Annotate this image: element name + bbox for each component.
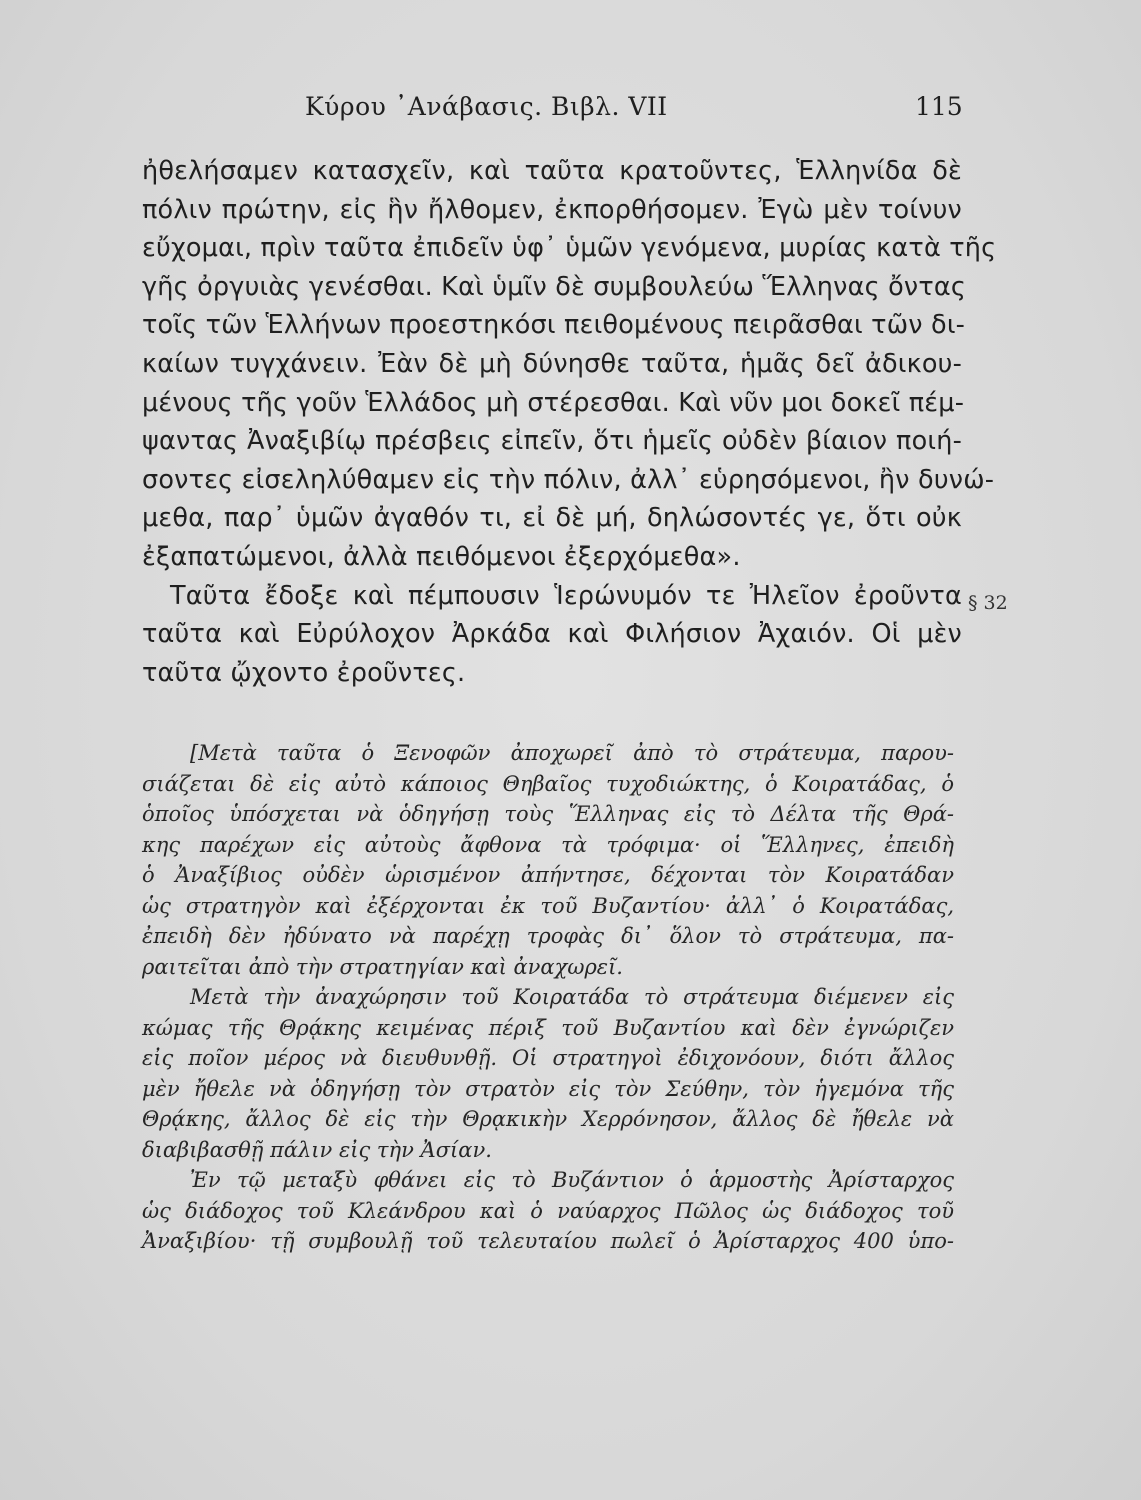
text-line: ἠθελήσαμεν κατασχεῖν, καὶ ταῦτα κρατοῦντες, Ἑλληνίδα δὲ: [142, 156, 962, 186]
text-line: ψαντας Ἀναξιβίῳ πρέσβεις εἰπεῖν, ὅτι ἡμεῖς οὐδὲν βίαιον ποιή-: [142, 426, 962, 457]
running-head: [0, 92, 1141, 132]
text-line: μένους τῆς γοῦν Ἑλλάδος μὴ στέρεσθαι. Καὶ νῦν μοι δοκεῖ πέμ-: [142, 387, 965, 418]
summary-line: εἰς ποῖον μέρος νὰ διευθυνθῇ. Οἱ στρατηγοὶ ἐδιχονόουν, διότι ἄλλος: [142, 1046, 954, 1070]
summary-line: διαβιβασθῇ πάλιν εἰς τὴν Ἀσίαν.: [142, 1137, 492, 1162]
text-line: πόλιν πρώτην, εἰς ἣν ἤλθομεν, ἐκπορθήσομεν. Ἐγὼ μὲν τοίνυν: [142, 194, 962, 225]
summary-line: ἐπειδὴ δὲν ἠδύνατο νὰ παρέχῃ τροφὰς δι᾿ ὅλον τὸ στράτευμα, πα-: [142, 924, 954, 948]
summary-italic-text: [142, 738, 954, 1257]
text-line: σοντες εἰσεληλύθαμεν εἰς τὴν πόλιν, ἀλλ᾿ εὑρησόμενοι, ἢν δυνώ-: [142, 464, 995, 495]
summary-line: ὁποῖος ὑπόσχεται νὰ ὁδηγήσῃ τοὺς Ἕλληνας εἰς τὸ Δέλτα τῆς Θρά-: [142, 802, 954, 826]
text-line: εὔχομαι, πρὶν ταῦτα ἐπιδεῖν ὑφ᾿ ὑμῶν γενόμενα, μυρίας κατὰ τῆς: [142, 233, 997, 264]
running-title: Κύρου ᾿Ανάβασις. Βιβλ. VII: [305, 92, 668, 121]
page-number: 115: [915, 92, 963, 121]
section-mark: § 32: [968, 592, 1008, 614]
summary-line: σιάζεται δὲ εἰς αὐτὸ κάποιος Θηβαῖος τυχοδιώκτης, ὁ Κοιρατάδας, ὁ: [142, 771, 954, 796]
summary-line: κης παρέχων εἰς αὐτοὺς ἄφθονα τὰ τρόφιμα· οἱ Ἕλληνες, ἐπειδὴ: [142, 832, 954, 857]
summary-line: Μετὰ τὴν ἀναχώρησιν τοῦ Κοιρατάδα τὸ στράτευμα διέμενεν εἰς: [190, 985, 954, 1009]
summary-line: [Μετὰ ταῦτα ὁ Ξενοφῶν ἀποχωρεῖ ἀπὸ τὸ στράτευμα, παρου-: [190, 741, 954, 765]
text-line: μεθα, παρ᾿ ὑμῶν ἀγαθόν τι, εἰ δὲ μή, δηλώσοντές γε, ὅτι οὐκ: [142, 503, 962, 534]
summary-line: μὲν ἤθελε νὰ ὁδηγήσῃ τὸν στρατὸν εἰς τὸν Σεύθην, τὸν ἡγεμόνα τῆς: [142, 1076, 954, 1101]
text-line: ταῦτα καὶ Εὐρύλοχον Ἀρκάδα καὶ Φιλήσιον Ἀχαιόν. Οἱ μὲν: [142, 619, 962, 650]
summary-line: ραιτεῖται ἀπὸ τὴν στρατηγίαν καὶ ἀναχωρεῖ.: [142, 954, 623, 979]
text-line: καίων τυγχάνειν. Ἐὰν δὲ μὴ δύνησθε ταῦτα, ἡμᾶς δεῖ ἀδικου-: [142, 348, 962, 379]
summary-line: ὡς διάδοχος τοῦ Κλεάνδρου καὶ ὁ ναύαρχος Πῶλος ὡς διάδοχος τοῦ: [142, 1198, 954, 1223]
text-line: τοῖς τῶν Ἑλλήνων προεστηκόσι πειθομένους πειρᾶσθαι τῶν δι-: [142, 310, 966, 341]
text-line: ἐξαπατώμενοι, ἀλλὰ πειθόμενοι ἐξερχόμεθα».: [142, 541, 741, 572]
summary-line: ὡς στρατηγὸν καὶ ἐξέρχονται ἐκ τοῦ Βυζαντίου· ἀλλ᾿ ὁ Κοιρατάδας,: [142, 893, 954, 918]
summary-line: Ἐν τῷ μεταξὺ φθάνει εἰς τὸ Βυζάντιον ὁ ἁρμοστὴς Ἀρίσταρχος: [190, 1168, 954, 1192]
text-line: Ταῦτα ἔδοξε καὶ πέμπουσιν Ἱερώνυμόν τε Ἠλεῖον ἐροῦντα: [170, 580, 962, 611]
summary-line: κώμας τῆς Θρᾴκης κειμένας πέριξ τοῦ Βυζαντίου καὶ δὲν ἐγνώριζεν: [142, 1015, 954, 1040]
text-line: γῆς ὀργυιὰς γενέσθαι. Καὶ ὑμῖν δὲ συμβουλεύω Ἕλληνας ὄντας: [142, 271, 967, 302]
summary-line: Θρᾴκης, ἄλλος δὲ εἰς τὴν Θρᾳκικὴν Χερρόνησον, ἄλλος δὲ ἤθελε νὰ: [142, 1107, 954, 1131]
text-line: ταῦτα ᾤχοντο ἐροῦντες.: [142, 657, 466, 688]
summary-line: ὁ Ἀναξίβιος οὐδὲν ὡρισμένον ἀπήντησε, δέχονται τὸν Κοιρατάδαν: [142, 863, 954, 887]
summary-line: Ἀναξιβίου· τῇ συμβουλῇ τοῦ τελευταίου πωλεῖ ὁ Ἀρίσταρχος 400 ὑπο-: [142, 1229, 954, 1253]
